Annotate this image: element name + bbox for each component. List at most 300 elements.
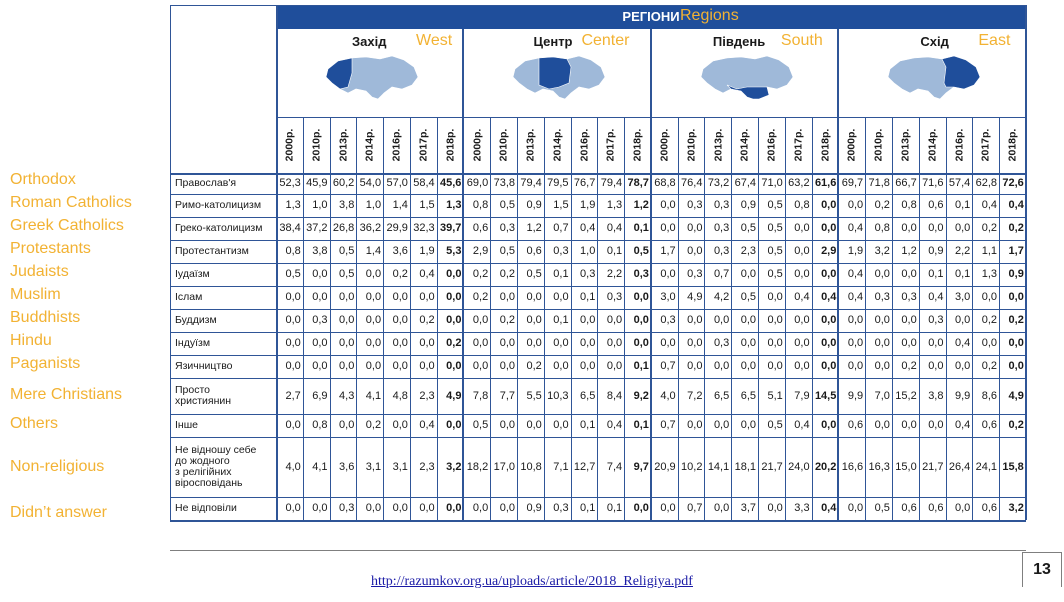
value-cell: 4,8	[392, 389, 408, 402]
value-cell: 0,1	[954, 199, 971, 211]
year-header	[894, 117, 916, 173]
value-cell: 4,2	[713, 291, 730, 303]
value-cell: 0,4	[821, 502, 837, 514]
row-label-en: Protestants	[10, 240, 91, 257]
value-cell: 0,0	[928, 337, 944, 349]
year-header	[787, 117, 809, 173]
value-cell: 0,0	[821, 199, 837, 211]
value-cell: 0,0	[794, 245, 810, 257]
value-cell: 18,2	[466, 460, 489, 473]
value-cell: 0,3	[339, 502, 355, 514]
value-cell: 0,7	[660, 419, 676, 431]
value-cell: 2,2	[954, 245, 971, 257]
value-cell: 0,2	[419, 314, 435, 326]
value-cell: 0,5	[767, 268, 783, 280]
row-label-ua: Іудаїзм	[175, 268, 210, 280]
value-cell: 0,8	[794, 199, 810, 211]
row-separator	[170, 217, 1026, 218]
value-cell: 76,4	[681, 177, 703, 189]
value-cell: 0,7	[687, 502, 703, 514]
value-cell: 0,0	[472, 360, 489, 372]
value-cell: 0,1	[633, 360, 649, 372]
value-cell: 71,6	[922, 177, 944, 189]
value-cell: 2,2	[606, 268, 623, 280]
value-cell: 0,0	[446, 419, 462, 431]
value-cell: 1,0	[365, 199, 382, 211]
value-cell: 0,0	[847, 502, 864, 514]
value-cell: 0,0	[874, 314, 890, 326]
value-cell: 1,5	[553, 199, 569, 211]
row-separator	[170, 378, 1026, 379]
value-cell: 0,9	[526, 199, 542, 211]
value-cell: 0,0	[580, 314, 596, 326]
value-cell: 0,0	[312, 291, 328, 303]
table-border-top	[170, 5, 1026, 6]
region-title-center: Центр	[533, 34, 573, 49]
value-cell: 7,0	[874, 389, 890, 402]
row-label-ua: Римо-католицизм	[175, 199, 262, 211]
value-cell: 0,0	[285, 419, 301, 431]
value-cell: 15,0	[895, 460, 917, 473]
value-cell: 1,2	[526, 222, 542, 234]
value-cell: 24,1	[975, 460, 998, 473]
value-cell: 18,1	[734, 460, 757, 473]
value-cell: 0,2	[874, 199, 890, 211]
value-cell: 0,0	[446, 291, 462, 303]
value-cell: 4,0	[285, 460, 301, 473]
value-cell: 0,4	[954, 419, 971, 431]
region-title-en-east: East	[978, 32, 1011, 49]
value-cell: 17,0	[493, 460, 515, 473]
value-cell: 0,4	[981, 199, 998, 211]
value-cell: 0,0	[740, 268, 757, 280]
value-cell: 0,5	[339, 268, 355, 280]
region-title-south: Південь	[712, 34, 766, 49]
source-url-link[interactable]: http://razumkov.org.ua/uploads/article/2018_Religiya.pdf	[371, 574, 693, 589]
value-cell: 0,2	[981, 360, 998, 372]
value-cell: 57,4	[948, 177, 971, 189]
year-label: 2000р.	[845, 128, 858, 162]
value-cell: 0,1	[606, 245, 623, 257]
year-label: 2013р.	[899, 128, 912, 162]
ukraine-map-east	[884, 53, 984, 103]
value-cell: 3,6	[339, 460, 355, 473]
value-cell: 0,3	[901, 291, 917, 303]
value-cell: 0,0	[847, 314, 864, 326]
value-cell: 0,8	[312, 419, 328, 431]
value-cell: 79,5	[547, 177, 569, 189]
value-cell: 0,0	[660, 268, 676, 280]
year-label: 2016р.	[390, 128, 403, 162]
year-label: 2000р.	[658, 128, 671, 162]
year-header	[573, 117, 595, 173]
value-cell: 0,5	[633, 245, 649, 257]
year-label: 2016р.	[765, 128, 778, 162]
value-cell: 10,3	[547, 389, 569, 402]
row-label-ua	[175, 445, 256, 489]
value-cell: 1,3	[606, 199, 623, 211]
value-cell: 0,0	[981, 337, 998, 349]
value-cell: 0,0	[874, 360, 890, 372]
value-cell: 0,7	[553, 222, 569, 234]
value-cell: 3,0	[954, 291, 971, 303]
value-cell: 0,2	[499, 314, 515, 326]
value-cell: 0,3	[713, 337, 730, 349]
value-cell: 0,0	[794, 222, 810, 234]
value-cell: 39,7	[440, 222, 462, 234]
value-cell: 0,3	[928, 314, 944, 326]
value-cell: 0,0	[1008, 337, 1024, 349]
value-cell: 0,6	[981, 502, 998, 514]
value-cell: 0,6	[526, 245, 542, 257]
row-label-en: Non-religious	[10, 458, 105, 475]
value-cell: 0,0	[687, 360, 703, 372]
value-cell: 1,4	[392, 199, 408, 211]
year-header	[412, 117, 434, 173]
year-header	[1001, 117, 1023, 173]
value-cell: 2,3	[419, 460, 435, 473]
table-border-bottom	[170, 520, 1026, 522]
value-cell: 0,6	[847, 419, 864, 431]
row-label-en: Buddhists	[10, 309, 81, 326]
row-label-en: Roman Catholics	[10, 194, 132, 211]
value-cell: 2,3	[419, 389, 435, 402]
value-cell: 0,0	[928, 360, 944, 372]
value-cell: 0,0	[794, 268, 810, 280]
value-cell: 0,0	[687, 337, 703, 349]
value-cell: 4,3	[339, 389, 355, 402]
year-header	[466, 117, 488, 173]
row-separator	[170, 309, 1026, 310]
year-header	[600, 117, 622, 173]
value-cell: 21,7	[761, 460, 783, 473]
value-cell: 4,9	[446, 389, 462, 402]
value-cell: 20,2	[814, 460, 837, 473]
year-header	[439, 117, 461, 173]
value-cell: 0,0	[633, 291, 649, 303]
value-cell: 0,0	[339, 360, 355, 372]
value-cell: 0,0	[339, 291, 355, 303]
value-cell: 26,4	[948, 460, 971, 473]
value-cell: 0,3	[553, 502, 569, 514]
value-cell: 5,3	[446, 245, 462, 257]
value-cell: 0,0	[499, 360, 515, 372]
year-label: 2010р.	[872, 128, 885, 162]
year-header	[734, 117, 756, 173]
value-cell: 62,8	[975, 177, 998, 189]
value-cell: 1,2	[901, 245, 917, 257]
value-cell: 3,6	[392, 245, 408, 257]
value-cell: 1,9	[580, 199, 596, 211]
year-header	[707, 117, 729, 173]
value-cell: 66,7	[895, 177, 917, 189]
year-header	[493, 117, 515, 173]
value-cell: 0,0	[794, 360, 810, 372]
value-cell: 0,0	[285, 337, 301, 349]
value-cell: 6,5	[713, 389, 730, 402]
value-cell: 2,9	[821, 245, 837, 257]
value-cell: 6,9	[312, 389, 328, 402]
year-label: 2016р.	[952, 128, 965, 162]
value-cell: 38,4	[279, 222, 301, 234]
value-cell: 63,2	[788, 177, 810, 189]
value-cell: 0,4	[419, 419, 435, 431]
value-cell: 0,0	[901, 222, 917, 234]
value-cell: 0,0	[419, 291, 435, 303]
value-cell: 0,0	[339, 314, 355, 326]
row-label-line: християнин	[175, 395, 232, 407]
value-cell: 0,0	[954, 314, 971, 326]
value-cell: 0,0	[499, 502, 515, 514]
row-label-en: Greek Catholics	[10, 217, 124, 234]
value-cell: 3,7	[740, 502, 757, 514]
row-label-ua: Протестантизм	[175, 245, 249, 257]
value-cell: 9,9	[954, 389, 971, 402]
year-header	[841, 117, 863, 173]
value-cell: 0,0	[874, 268, 890, 280]
value-cell: 0,0	[901, 337, 917, 349]
value-cell: 0,0	[580, 360, 596, 372]
region-title-west: Захід	[352, 34, 387, 49]
value-cell: 0,2	[1008, 419, 1024, 431]
value-cell: 8,6	[981, 389, 998, 402]
row-separator	[170, 497, 1026, 498]
value-cell: 0,3	[553, 245, 569, 257]
value-cell: 1,7	[1008, 245, 1024, 257]
value-cell: 54,0	[359, 177, 382, 189]
row-separator	[170, 240, 1026, 241]
value-cell: 0,0	[767, 360, 783, 372]
value-cell: 0,0	[553, 291, 569, 303]
value-cell: 0,0	[392, 360, 408, 372]
value-cell: 7,1	[553, 460, 569, 473]
value-cell: 21,7	[922, 460, 944, 473]
year-label: 2016р.	[577, 128, 590, 162]
value-cell: 0,5	[285, 268, 301, 280]
value-cell: 0,4	[794, 419, 810, 431]
value-cell: 79,4	[600, 177, 623, 189]
value-cell: 69,7	[841, 177, 864, 189]
value-cell: 0,4	[847, 291, 864, 303]
value-cell: 45,6	[440, 177, 462, 189]
value-cell: 0,0	[901, 314, 917, 326]
value-cell: 4,0	[660, 389, 676, 402]
value-cell: 0,1	[633, 419, 649, 431]
region-title-en-center: Center	[581, 32, 630, 49]
ukraine-map-center	[509, 53, 609, 103]
value-cell: 0,0	[606, 337, 623, 349]
year-header	[653, 117, 675, 173]
value-cell: 57,0	[386, 177, 408, 189]
value-cell: 0,0	[928, 419, 944, 431]
value-cell: 0,5	[767, 199, 783, 211]
religion-by-region-table	[170, 5, 1026, 527]
value-cell: 0,0	[954, 222, 971, 234]
value-cell: 0,0	[526, 337, 542, 349]
value-cell: 0,2	[1008, 222, 1024, 234]
value-cell: 0,0	[740, 419, 757, 431]
value-cell: 0,3	[713, 199, 730, 211]
value-cell: 0,0	[687, 245, 703, 257]
value-cell: 0,0	[606, 314, 623, 326]
value-cell: 0,0	[285, 502, 301, 514]
year-label: 2000р.	[283, 128, 296, 162]
value-cell: 0,0	[526, 291, 542, 303]
row-label-line: до жодного	[175, 455, 230, 467]
value-cell: 0,0	[713, 502, 730, 514]
row-label-en: Others	[10, 415, 59, 432]
row-label-line: з релігійних	[175, 466, 232, 478]
value-cell: 26,8	[332, 222, 355, 234]
value-cell: 0,1	[928, 268, 944, 280]
value-cell: 0,0	[821, 268, 837, 280]
value-cell: 0,0	[446, 360, 462, 372]
value-cell: 0,1	[553, 268, 569, 280]
value-cell: 0,8	[901, 199, 917, 211]
row-label-ua: Язичництво	[175, 360, 233, 372]
year-header	[814, 117, 836, 173]
value-cell: 0,0	[821, 314, 837, 326]
value-cell: 0,2	[365, 419, 382, 431]
year-header	[386, 117, 408, 173]
value-cell: 0,0	[660, 502, 676, 514]
value-cell: 7,9	[794, 389, 810, 402]
row-label-en: Judaists	[10, 263, 69, 280]
value-cell: 0,2	[499, 268, 515, 280]
year-header	[359, 117, 381, 173]
value-cell: 3,3	[794, 502, 810, 514]
value-cell: 0,0	[874, 419, 890, 431]
value-cell: 0,0	[526, 314, 542, 326]
value-cell: 0,0	[767, 314, 783, 326]
row-label-en: Orthodox	[10, 171, 76, 188]
value-cell: 15,2	[895, 389, 917, 402]
value-cell: 0,3	[633, 268, 649, 280]
value-cell: 0,5	[526, 268, 542, 280]
row-separator	[170, 286, 1026, 287]
value-cell: 3,2	[1008, 502, 1024, 514]
value-cell: 1,1	[981, 245, 998, 257]
value-cell: 0,0	[499, 291, 515, 303]
year-header	[921, 117, 943, 173]
value-cell: 3,1	[392, 460, 408, 473]
value-cell: 0,0	[1008, 360, 1024, 372]
value-cell: 0,0	[687, 222, 703, 234]
value-cell: 0,0	[339, 419, 355, 431]
value-cell: 0,2	[446, 337, 462, 349]
value-cell: 0,0	[928, 222, 944, 234]
value-cell: 0,0	[981, 291, 998, 303]
value-cell: 0,0	[687, 314, 703, 326]
value-cell: 0,0	[312, 360, 328, 372]
row-label-ua: Інше	[175, 419, 198, 431]
value-cell: 0,0	[365, 360, 382, 372]
year-header	[760, 117, 782, 173]
value-cell: 1,0	[312, 199, 328, 211]
footer-divider	[170, 550, 1026, 551]
value-cell: 0,1	[606, 502, 623, 514]
value-cell: 0,0	[874, 337, 890, 349]
value-cell: 0,2	[981, 222, 998, 234]
row-separator	[170, 332, 1026, 333]
value-cell: 2,7	[285, 389, 301, 402]
value-cell: 0,3	[687, 268, 703, 280]
row-label-en: Mere Christians	[10, 386, 123, 403]
value-cell: 0,8	[285, 245, 301, 257]
year-header	[278, 117, 300, 173]
year-label: 2010р.	[497, 128, 510, 162]
value-cell: 0,4	[606, 419, 623, 431]
value-cell: 3,0	[660, 291, 676, 303]
year-label: 2018р.	[631, 128, 644, 162]
value-cell: 20,9	[654, 460, 676, 473]
value-cell: 0,6	[901, 502, 917, 514]
map-highlight-center	[539, 57, 571, 89]
year-header	[627, 117, 649, 173]
value-cell: 8,4	[606, 389, 623, 402]
row-separator	[170, 437, 1026, 438]
value-cell: 16,3	[868, 460, 890, 473]
value-cell: 0,0	[794, 314, 810, 326]
value-cell: 0,0	[660, 199, 676, 211]
value-cell: 0,3	[874, 291, 890, 303]
value-cell: 0,0	[847, 199, 864, 211]
value-cell: 0,0	[847, 360, 864, 372]
year-label: 2018р.	[818, 128, 831, 162]
value-cell: 0,2	[472, 291, 489, 303]
value-cell: 0,4	[847, 222, 864, 234]
value-cell: 0,0	[312, 337, 328, 349]
value-cell: 1,7	[660, 245, 676, 257]
value-cell: 0,6	[928, 199, 944, 211]
year-label: 2010р.	[685, 128, 698, 162]
year-header	[305, 117, 327, 173]
value-cell: 1,9	[419, 245, 435, 257]
year-header	[680, 117, 702, 173]
value-cell: 0,4	[419, 268, 435, 280]
value-cell: 0,6	[981, 419, 998, 431]
value-cell: 0,0	[954, 502, 971, 514]
value-cell: 0,0	[365, 314, 382, 326]
value-cell: 0,2	[901, 360, 917, 372]
region-title-east: Схід	[920, 34, 949, 49]
value-cell: 0,0	[392, 291, 408, 303]
value-cell: 0,0	[740, 360, 757, 372]
value-cell: 0,0	[687, 419, 703, 431]
value-cell: 0,0	[794, 337, 810, 349]
value-cell: 0,4	[821, 291, 837, 303]
year-label: 2014р.	[551, 128, 564, 162]
value-cell: 0,8	[874, 222, 890, 234]
value-cell: 52,3	[279, 177, 301, 189]
value-cell: 0,2	[392, 268, 408, 280]
year-label: 2014р.	[363, 128, 376, 162]
value-cell: 78,7	[627, 177, 649, 189]
value-cell: 3,1	[365, 460, 382, 473]
value-cell: 1,4	[365, 245, 382, 257]
value-cell: 0,3	[499, 222, 515, 234]
year-label: 2017р.	[979, 128, 992, 162]
value-cell: 0,0	[713, 419, 730, 431]
row-label-en: Hindu	[10, 332, 52, 349]
value-cell: 0,0	[954, 360, 971, 372]
value-cell: 4,1	[312, 460, 328, 473]
value-cell: 0,4	[606, 222, 623, 234]
value-cell: 0,0	[821, 360, 837, 372]
value-cell: 4,1	[365, 389, 382, 402]
year-label: 2000р.	[470, 128, 483, 162]
value-cell: 45,9	[306, 177, 328, 189]
